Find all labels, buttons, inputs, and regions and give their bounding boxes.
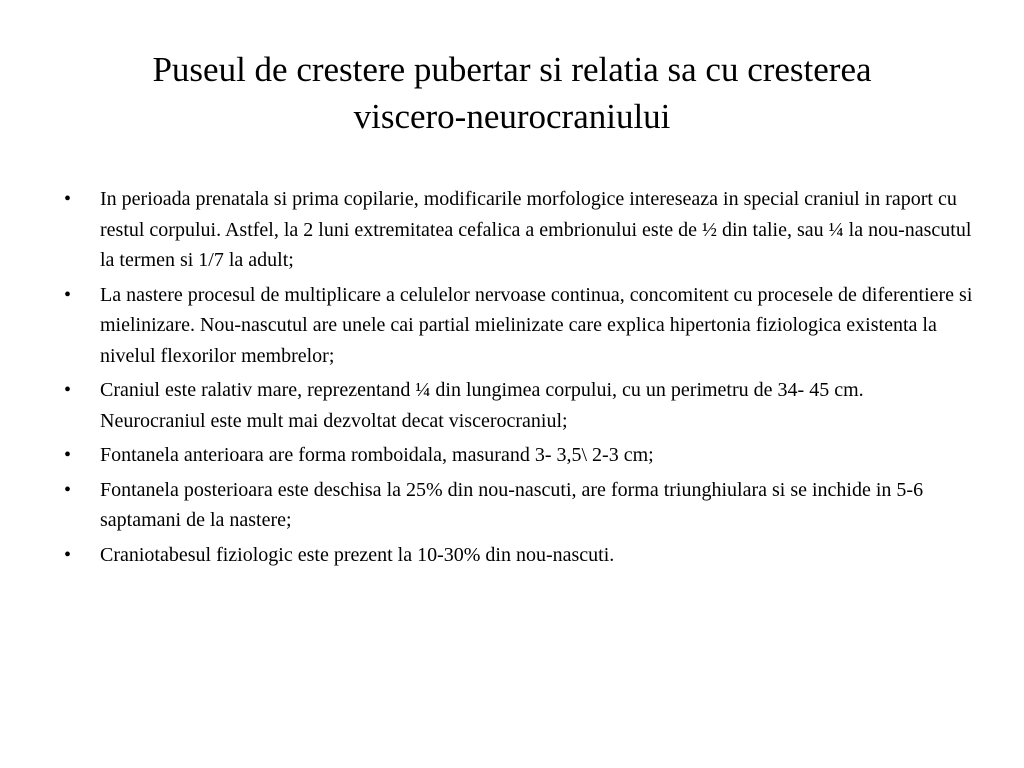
bullet-item-3 xyxy=(64,375,974,436)
bullet-item-5 xyxy=(64,475,974,536)
bullet-list xyxy=(64,184,974,574)
bullet-item-2 xyxy=(64,280,974,372)
bullet-text: In perioada prenatala si prima copilarie, modificarile morfologice intereseaza in special craniul in raport cu restul corpului. Astfel, la 2 luni extremitatea cefalica a embrionului este de ½ din talie, sau ¼ la nou-nascutul la termen si 1/7 la adult; xyxy=(100,188,972,271)
bullet-item-1 xyxy=(64,184,974,276)
bullet-text: Fontanela posterioara este deschisa la 25% din nou-nascuti, are forma triunghiulara si se inchide in 5-6 saptamani de la nastere; xyxy=(100,478,924,531)
bullet-text: La nastere procesul de multiplicare a celulelor nervoase continua, concomitent cu procesele de diferentiere si mielinizare. Nou-nascutul are unele cai partial mielinizate care explica hipertonia fiziologica existenta la nivelul flexorilor membrelor; xyxy=(100,283,973,367)
bullet-text: Fontanela anterioara are forma romboidala, masurand 3- 3,5\ 2-3 cm; xyxy=(100,444,654,466)
bullet-dot-icon: • xyxy=(64,543,72,566)
slide-title-line-2: viscero-neurocraniului xyxy=(353,97,671,136)
slide-title-line-1: Puseul de crestere pubertar si relatia sa cu cresterea xyxy=(152,50,872,89)
bullet-dot-icon: • xyxy=(64,444,72,466)
bullet-text: Craniotabesul fiziologic este prezent la 10-30% din nou-nascuti. xyxy=(100,543,615,566)
bullet-item-6 xyxy=(64,540,974,571)
bullet-dot-icon: • xyxy=(64,188,72,210)
bullet-item-4 xyxy=(64,440,974,471)
bullet-text: Craniul este ralativ mare, reprezentand ¼ din lungimea corpului, cu un perimetru de 34- 45 cm. Neurocraniul este mult mai dezvoltat decat viscerocraniul; xyxy=(100,379,864,432)
bullet-dot-icon: • xyxy=(64,379,72,401)
bullet-dot-icon: • xyxy=(64,283,72,306)
slide-title xyxy=(60,46,964,140)
bullet-dot-icon: • xyxy=(64,478,72,501)
